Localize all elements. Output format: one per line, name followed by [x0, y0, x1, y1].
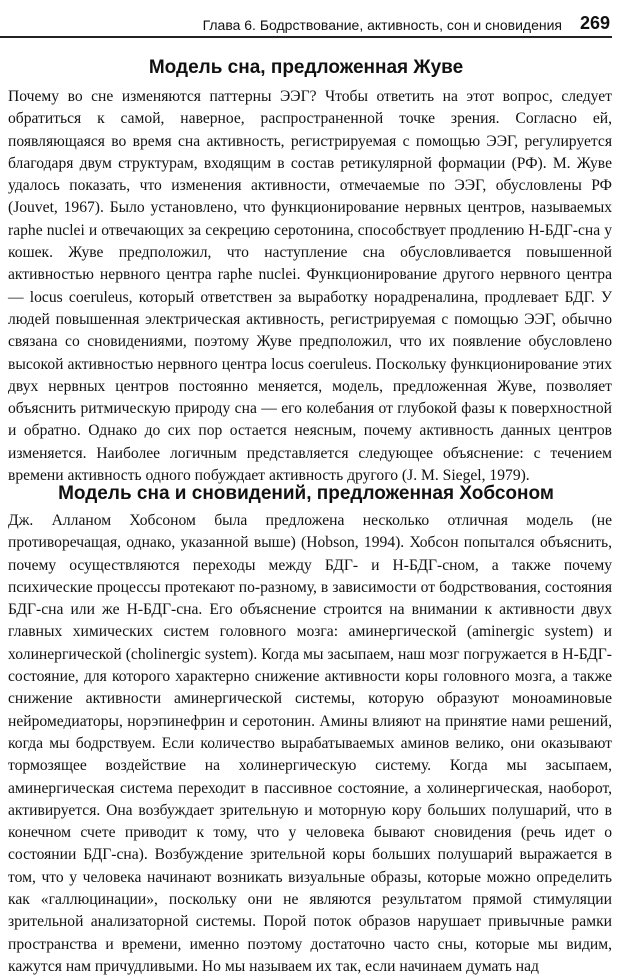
section-heading-hobson: Модель сна и сновидений, предложенная Хобсоном [58, 483, 554, 504]
chapter-title: Глава 6. Бодрствование, активность, сон и сновидения [202, 17, 562, 33]
section-heading-jouvet: Модель сна, предложенная Жуве [148, 57, 464, 78]
paragraph-jouvet: Почему во сне изменяются паттерны ЭЭГ? Чтобы ответить на этот вопрос, следует обратиться к самой, наверное, распространенной точке зрения. Согласно ей, появляющаяся во время сна активность, регистрируемая с помощью ЭЭГ, регулируется благодаря двум структурам, входящим в состав ретикулярной формации (РФ). М. Жуве удалось показать, что изменения активности, отмечаемые по ЭЭГ, обусловлены РФ (Jouvet, 1967). Было установлено, что функционирование нервных центров, называемых raphe nuclei и отвечающих за секрецию серотонина, способствует продлению Н-БДГ-сна у кошек. Жуве предположил, что наступление сна обусловливается повышенной активностью нервного центра raphe nuclei. Функционирование другого нервного центра — locus coeruleus, который ответствен за выработку норадреналина, продлевает БДГ. У людей повышенная электрическая активность, регистрируемая с помощью ЭЭГ, обычно связана со сновидениями, поэтому Жуве предположил, что их появление обусловлено высокой активностью нервного центра locus coeruleus. Поскольку функционирование этих двух нервных центров постоянно меняется, модель, предложенная Жуве, позволяет объяснить ритмическую природу сна — его колебания от глубокой фазы к поверхностной и обратно. Однако до сих пор остается неясным, почему активность данных центров изменяется. Наиболее логичным представляется следующее объяснение: с течением времени активность одного побуждает активность другого (J. M. Siegel, 1979). [8, 88, 612, 485]
running-head [0, 10, 612, 38]
page-number: 269 [579, 13, 610, 33]
paragraph-hobson: Дж. Алланом Хобсоном была предложена несколько отличная модель (не противоречащая, однако, указанной выше) (Hobson, 1994). Хобсон попытался объяснить, почему осуществляются переходы между БДГ- и Н-БДГ-сном, а также почему психические процессы протекают по-разному, в зависимости от бодрствования, состояния БДГ-сна или же Н-БДГ-сна. Его объяснение строится на внимании к активности двух главных химических систем головного мозга: аминергической (aminergic system) и холинергической (cholinergic system). Когда мы засыпаем, наш мозг погружается в Н-БДГ-состояние, для которого характерно снижение активности коры головного мозга, а также снижение активности аминергической системы, которую образуют моноаминовые нейромедиаторы, норэпинефрин и серотонин. Амины влияют на принятие нами решений, когда мы бодрствуем. Если количество вырабатываемых аминов велико, они оказывают тормозящее воздействие на холинергическую систему. Когда мы засыпаем, аминергическая система переходит в пассивное состояние, а холинергическая, наоборот, активируется. Она возбуждает зрительную и моторную кору больших полушарий, что в конечном счете приводит к тому, что у человека бывают сновидения (речь идет о состоянии БДГ-сна). Возбуждение зрительной коры больших полушарий выражается в том, что у человека начинают возникать визуальные образы, которые можно определить как «галлюцинации», поскольку они не являются результатом прямой стимуляции зрительной анализаторной системы. Порой поток образов нарушает привычные рамки пространства и времени, именно поэтому достаточно часто сны, которые мы видим, кажутся нам причудливыми. Но мы называем их так, если начинаем думать над [8, 512, 612, 975]
